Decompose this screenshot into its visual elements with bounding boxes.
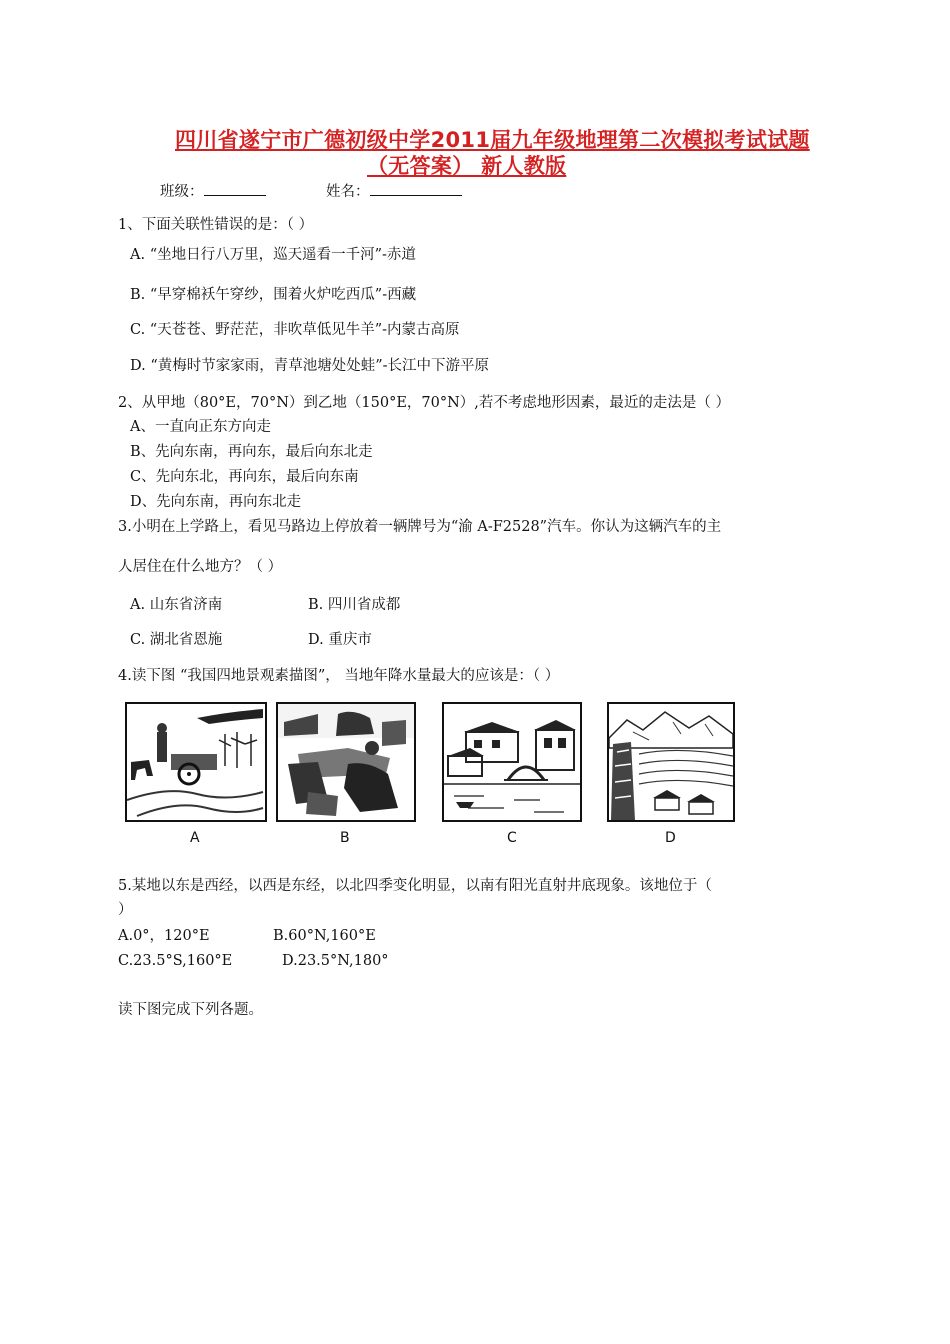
q5-stem-line2: ） xyxy=(118,902,133,918)
class-label: 班级： xyxy=(160,184,204,200)
q1-option-a: A. “坐地日行八万里，巡天遥看一千河”-赤道 xyxy=(130,247,416,263)
q2-option-d: D、先向东南，再向东北走 xyxy=(130,494,302,510)
landscape-sketch-b xyxy=(276,702,416,822)
read-figure-instruction: 读下图完成下列各题。 xyxy=(118,1002,263,1018)
q1-option-d: D. “黄梅时节家家雨，青草池塘处处蛙”-长江中下游平原 xyxy=(130,358,490,374)
q2-option-b: B、先向东南，再向东，最后向东北走 xyxy=(130,444,373,460)
q3-stem-line2: 人居住在什么地方？（ ） xyxy=(118,559,283,575)
sketch-b-drawing xyxy=(278,704,414,820)
landscape-sketch-d xyxy=(607,702,735,822)
class-field xyxy=(160,181,266,201)
q3-option-a: A. 山东省济南 xyxy=(130,597,223,613)
q2-stem: 2、从甲地（80°E，70°N）到乙地（150°E，70°N）,若不考虑地形因素，最近的走法是（ ） xyxy=(118,395,731,411)
q3-option-b: B. 四川省成都 xyxy=(308,597,401,613)
q5-option-b: B.60°N,160°E xyxy=(273,928,376,944)
name-blank[interactable] xyxy=(370,181,462,196)
landscape-sketch-a xyxy=(125,702,267,822)
q4-stem: 4.读下图 “我国四地景观素描图”， 当地年降水量最大的应该是：（ ） xyxy=(118,668,560,684)
sketch-d-drawing xyxy=(609,704,733,820)
q3-option-c: C. 湖北省恩施 xyxy=(130,632,223,648)
landscape-sketch-c xyxy=(442,702,582,822)
q5-option-c: C.23.5°S,160°E xyxy=(118,953,233,969)
q3-option-d: D. 重庆市 xyxy=(308,632,372,648)
name-field xyxy=(326,181,462,201)
document-title-line1: 四川省遂宁市广德初级中学2011届九年级地理第二次模拟考试试题 xyxy=(175,128,810,152)
sketch-c-drawing xyxy=(444,704,580,820)
q1-option-c: C. “天苍苍、野茫茫，非吹草低见牛羊”-内蒙古高原 xyxy=(130,322,460,338)
figure-label-d: D xyxy=(665,830,676,846)
name-label: 姓名： xyxy=(326,184,370,200)
q5-option-d: D.23.5°N,180° xyxy=(282,953,389,969)
figure-label-a: A xyxy=(190,830,200,846)
q2-option-c: C、先向东北，再向东，最后向东南 xyxy=(130,469,359,485)
figure-label-b: B xyxy=(340,830,350,846)
q5-stem-line1: 5.某地以东是西经，以西是东经，以北四季变化明显，以南有阳光直射井底现象。该地位于（ xyxy=(118,878,712,894)
class-blank[interactable] xyxy=(204,181,266,196)
figure-label-c: C xyxy=(507,830,517,846)
q2-option-a: A、一直向正东方向走 xyxy=(130,419,271,435)
q1-stem: 1、下面关联性错误的是：（ ） xyxy=(118,217,314,233)
q1-option-b: B. “早穿棉袄午穿纱，围着火炉吃西瓜”-西藏 xyxy=(130,287,417,303)
q3-stem-line1: 3.小明在上学路上，看见马路边上停放着一辆牌号为“渝 A-F2528”汽车。你认为这辆汽车的主 xyxy=(118,519,722,535)
sketch-a-drawing xyxy=(127,704,265,820)
q5-option-a: A.0°，120°E xyxy=(118,928,210,944)
document-title-line2: （无答案） 新人教版 xyxy=(367,154,567,178)
